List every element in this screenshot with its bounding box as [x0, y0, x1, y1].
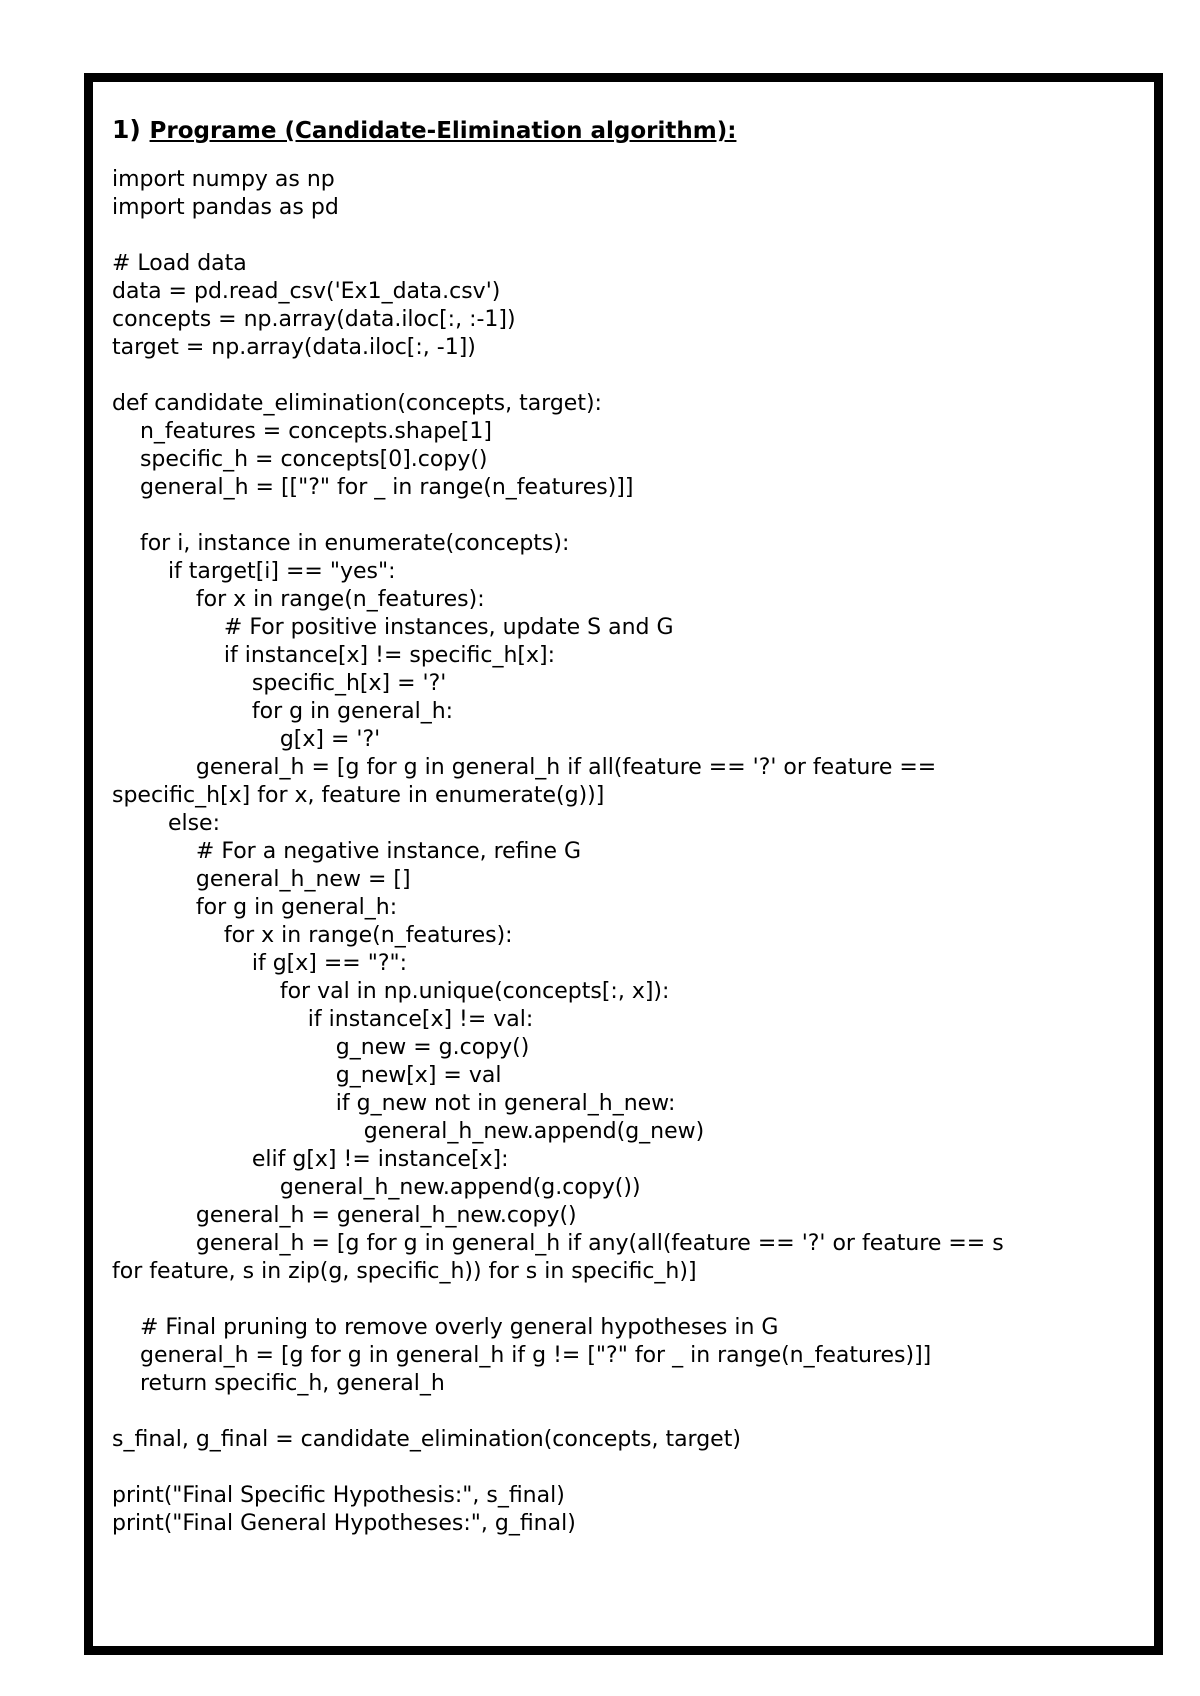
- code-line: g[x] = '?': [112, 727, 381, 752]
- code-line: s_final, g_final = candidate_elimination(concepts, target): [112, 1427, 741, 1452]
- code-line: import numpy as np: [112, 167, 335, 192]
- code-line: general_h = [g for g in general_h if any(all(feature == '?' or feature == s: [112, 1231, 1004, 1256]
- code-line: general_h = general_h_new.copy(): [112, 1203, 577, 1228]
- page-border-frame: [84, 73, 1163, 1655]
- code-line: general_h_new.append(g_new): [112, 1119, 705, 1144]
- code-line: # Load data: [112, 251, 247, 276]
- code-line: g_new = g.copy(): [112, 1035, 530, 1060]
- code-line: if g[x] == "?":: [112, 951, 408, 976]
- code-line: general_h = [g for g in general_h if all(feature == '?' or feature ==: [112, 755, 937, 780]
- code-listing: [112, 166, 1152, 1538]
- code-line: g_new[x] = val: [112, 1063, 502, 1088]
- code-line: print("Final General Hypotheses:", g_final): [112, 1511, 576, 1536]
- code-line: general_h_new.append(g.copy()): [112, 1175, 641, 1200]
- code-line: def candidate_elimination(concepts, target):: [112, 391, 602, 416]
- code-line: [112, 502, 1152, 530]
- code-line: for g in general_h:: [112, 699, 454, 724]
- section-heading: [112, 116, 1152, 145]
- code-line: # For a negative instance, refine G: [112, 839, 582, 864]
- code-line: specific_h = concepts[0].copy(): [112, 447, 488, 472]
- code-line: for val in np.unique(concepts[:, x]):: [112, 979, 670, 1004]
- code-line: else:: [112, 811, 221, 836]
- document-content: [112, 116, 1152, 1538]
- code-line: general_h = [["?" for _ in range(n_features)]]: [112, 475, 634, 500]
- code-line: # For positive instances, update S and G: [112, 615, 674, 640]
- code-line: if instance[x] != specific_h[x]:: [112, 643, 556, 668]
- code-line: general_h = [g for g in general_h if g != ["?" for _ in range(n_features)]]: [112, 1343, 932, 1368]
- code-line: general_h_new = []: [112, 867, 411, 892]
- code-line: for x in range(n_features):: [112, 923, 513, 948]
- code-line: if instance[x] != val:: [112, 1007, 534, 1032]
- code-line: for x in range(n_features):: [112, 587, 485, 612]
- code-line: [112, 222, 1152, 250]
- code-line: if g_new not in general_h_new:: [112, 1091, 676, 1116]
- code-line: target = np.array(data.iloc[:, -1]): [112, 335, 476, 360]
- code-line: for g in general_h:: [112, 895, 398, 920]
- code-line: import pandas as pd: [112, 195, 339, 220]
- code-line: [112, 1454, 1152, 1482]
- heading-title: Programe (Candidate-Elimination algorithm):: [149, 118, 737, 144]
- code-line: n_features = concepts.shape[1]: [112, 419, 492, 444]
- code-line: [112, 1286, 1152, 1314]
- heading-number: 1): [112, 115, 141, 144]
- code-line: return specific_h, general_h: [112, 1371, 445, 1396]
- code-line: specific_h[x] for x, feature in enumerate(g))]: [112, 783, 605, 808]
- code-line: [112, 1398, 1152, 1426]
- code-line: [112, 362, 1152, 390]
- code-line: for i, instance in enumerate(concepts):: [112, 531, 570, 556]
- code-line: concepts = np.array(data.iloc[:, :-1]): [112, 307, 516, 332]
- code-line: if target[i] == "yes":: [112, 559, 396, 584]
- code-line: elif g[x] != instance[x]:: [112, 1147, 509, 1172]
- code-line: specific_h[x] = '?': [112, 671, 447, 696]
- code-line: # Final pruning to remove overly general hypotheses in G: [112, 1315, 779, 1340]
- code-line: for feature, s in zip(g, specific_h)) for s in specific_h)]: [112, 1259, 697, 1284]
- code-line: data = pd.read_csv('Ex1_data.csv'): [112, 279, 501, 304]
- code-line: print("Final Specific Hypothesis:", s_final): [112, 1483, 565, 1508]
